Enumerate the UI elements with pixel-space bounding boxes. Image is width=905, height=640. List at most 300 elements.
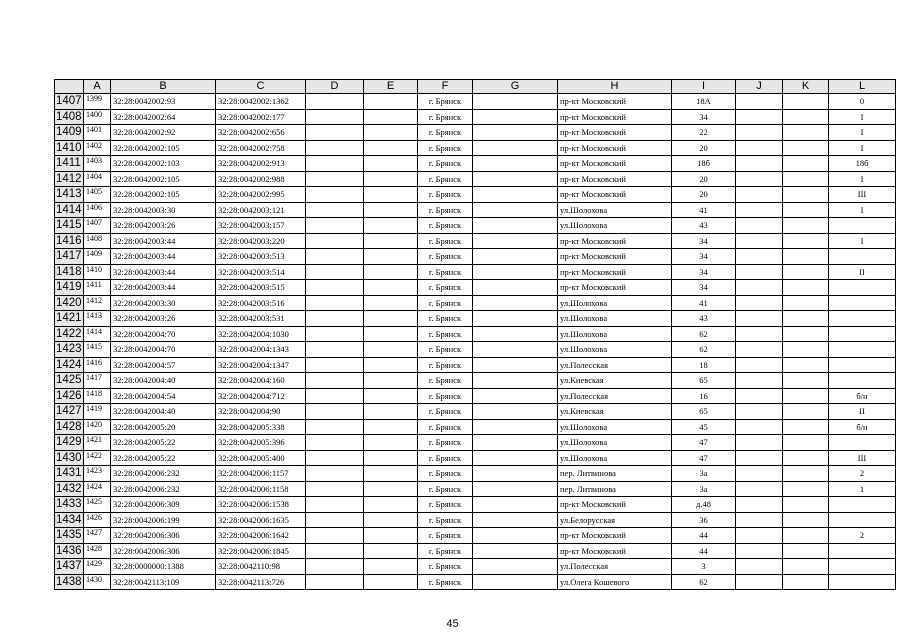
cell-j[interactable] [736, 419, 783, 435]
cell-b[interactable]: 32:28:0042003:30 [111, 202, 216, 218]
cell-d[interactable] [306, 94, 364, 110]
cell-g[interactable] [473, 326, 558, 342]
cell-d[interactable] [306, 497, 364, 513]
cell-i[interactable]: 44 [672, 528, 736, 544]
cell-e[interactable] [364, 109, 418, 125]
cell-l[interactable] [829, 280, 896, 296]
cell-f[interactable]: г. Брянск [418, 249, 473, 265]
row-number[interactable]: 1423 [56, 343, 82, 356]
row-number[interactable]: 1424 [56, 358, 82, 371]
row-number[interactable]: 1410 [56, 141, 82, 154]
cell-d[interactable] [306, 543, 364, 559]
cell-a[interactable]: 1419 [84, 404, 111, 420]
cell-j[interactable] [736, 295, 783, 311]
cell-i[interactable]: 36 [672, 512, 736, 528]
cell-c[interactable]: 32:28:0042002:913 [216, 156, 306, 172]
cell-e[interactable] [364, 481, 418, 497]
cell-g[interactable] [473, 311, 558, 327]
cell-b[interactable]: 32:28:0042005:22 [111, 450, 216, 466]
cell-d[interactable] [306, 249, 364, 265]
cell-g[interactable] [473, 140, 558, 156]
cell-e[interactable] [364, 419, 418, 435]
cell-j[interactable] [736, 466, 783, 482]
cell-f[interactable]: г. Брянск [418, 497, 473, 513]
cell-k[interactable] [783, 140, 829, 156]
cell-j[interactable] [736, 156, 783, 172]
cell-j[interactable] [736, 233, 783, 249]
cell-l[interactable]: II [829, 264, 896, 280]
cell-g[interactable] [473, 528, 558, 544]
cell-c[interactable]: 32:28:0042003:516 [216, 295, 306, 311]
cell-f[interactable]: г. Брянск [418, 233, 473, 249]
cell-f[interactable]: г. Брянск [418, 171, 473, 187]
row-number[interactable]: 1426 [56, 389, 82, 402]
cell-f[interactable]: г. Брянск [418, 342, 473, 358]
cell-k[interactable] [783, 295, 829, 311]
cell-b[interactable]: 32:28:0042005:20 [111, 419, 216, 435]
cell-h[interactable]: пр-кт Московский [558, 140, 672, 156]
cell-j[interactable] [736, 311, 783, 327]
cell-h[interactable]: ул.Шолохова [558, 342, 672, 358]
cell-f[interactable]: г. Брянск [418, 543, 473, 559]
cell-l[interactable]: б/н [829, 419, 896, 435]
cell-b[interactable]: 32:28:0042006:306 [111, 528, 216, 544]
row-number[interactable]: 1415 [56, 219, 82, 232]
cell-b[interactable]: 32:28:0042005:22 [111, 435, 216, 451]
cell-h[interactable]: пр-кт Московский [558, 109, 672, 125]
cell-d[interactable] [306, 140, 364, 156]
cell-b[interactable]: 32:28:0042002:105 [111, 140, 216, 156]
cell-k[interactable] [783, 466, 829, 482]
cell-c[interactable]: 32:28:0042004:1347 [216, 357, 306, 373]
cell-f[interactable]: г. Брянск [418, 295, 473, 311]
cell-d[interactable] [306, 466, 364, 482]
cell-e[interactable] [364, 140, 418, 156]
cell-h[interactable]: пр-кт Московский [558, 528, 672, 544]
cell-l[interactable] [829, 497, 896, 513]
cell-i[interactable]: 18 [672, 357, 736, 373]
cell-b[interactable]: 32:28:0042004:54 [111, 388, 216, 404]
cell-f[interactable]: г. Брянск [418, 481, 473, 497]
cell-d[interactable] [306, 156, 364, 172]
cell-f[interactable]: г. Брянск [418, 156, 473, 172]
cell-e[interactable] [364, 125, 418, 141]
cell-l[interactable]: 2 [829, 528, 896, 544]
cell-l[interactable] [829, 512, 896, 528]
cell-i[interactable]: 65 [672, 404, 736, 420]
cell-e[interactable] [364, 373, 418, 389]
cell-k[interactable] [783, 574, 829, 590]
cell-i[interactable]: 22 [672, 125, 736, 141]
cell-h[interactable]: ул.Шолохова [558, 450, 672, 466]
cell-d[interactable] [306, 574, 364, 590]
cell-h[interactable]: пер. Литвинова [558, 481, 672, 497]
cell-l[interactable]: II [829, 404, 896, 420]
column-header-d[interactable]: D [306, 80, 364, 94]
cell-g[interactable] [473, 388, 558, 404]
cell-g[interactable] [473, 543, 558, 559]
cell-j[interactable] [736, 404, 783, 420]
cell-e[interactable] [364, 543, 418, 559]
row-number[interactable]: 1409 [56, 126, 82, 139]
cell-c[interactable]: 32:28:0042005:396 [216, 435, 306, 451]
cell-a[interactable]: 1413 [84, 311, 111, 327]
row-number[interactable]: 1408 [56, 110, 82, 123]
cell-i[interactable]: 43 [672, 311, 736, 327]
cell-k[interactable] [783, 528, 829, 544]
cell-l[interactable] [829, 311, 896, 327]
cell-k[interactable] [783, 342, 829, 358]
cell-k[interactable] [783, 326, 829, 342]
cell-i[interactable]: 34 [672, 280, 736, 296]
cell-l[interactable]: 18б [829, 156, 896, 172]
cell-j[interactable] [736, 512, 783, 528]
cell-h[interactable]: ул.Киевская [558, 404, 672, 420]
cell-h[interactable]: пр-кт Московский [558, 249, 672, 265]
cell-k[interactable] [783, 559, 829, 575]
cell-a[interactable]: 1405 [84, 187, 111, 203]
cell-h[interactable]: ул.Полесская [558, 559, 672, 575]
cell-j[interactable] [736, 94, 783, 110]
cell-d[interactable] [306, 342, 364, 358]
cell-a[interactable]: 1421 [84, 435, 111, 451]
cell-g[interactable] [473, 450, 558, 466]
cell-e[interactable] [364, 357, 418, 373]
cell-l[interactable]: I [829, 171, 896, 187]
row-number[interactable]: 1433 [56, 498, 82, 511]
cell-h[interactable]: ул.Шолохова [558, 218, 672, 234]
cell-f[interactable]: г. Брянск [418, 264, 473, 280]
cell-h[interactable]: ул.Киевская [558, 373, 672, 389]
cell-a[interactable]: 1422 [84, 450, 111, 466]
cell-j[interactable] [736, 264, 783, 280]
cell-h[interactable]: пр-кт Московский [558, 125, 672, 141]
cell-b[interactable]: 32:28:0000000:1388 [111, 559, 216, 575]
cell-g[interactable] [473, 171, 558, 187]
cell-h[interactable]: пр-кт Московский [558, 233, 672, 249]
cell-g[interactable] [473, 466, 558, 482]
cell-b[interactable]: 32:28:0042006:232 [111, 466, 216, 482]
cell-f[interactable]: г. Брянск [418, 450, 473, 466]
cell-e[interactable] [364, 187, 418, 203]
cell-i[interactable]: 34 [672, 249, 736, 265]
cell-c[interactable]: 32:28:0042003:121 [216, 202, 306, 218]
row-number[interactable]: 1432 [56, 482, 82, 495]
cell-l[interactable] [829, 326, 896, 342]
cell-c[interactable]: 32:28:0042006:1157 [216, 466, 306, 482]
cell-l[interactable]: III [829, 450, 896, 466]
cell-e[interactable] [364, 311, 418, 327]
cell-j[interactable] [736, 388, 783, 404]
cell-k[interactable] [783, 109, 829, 125]
cell-j[interactable] [736, 326, 783, 342]
cell-f[interactable]: г. Брянск [418, 109, 473, 125]
cell-f[interactable]: г. Брянск [418, 419, 473, 435]
cell-j[interactable] [736, 342, 783, 358]
cell-c[interactable]: 32:28:0042006:1642 [216, 528, 306, 544]
cell-k[interactable] [783, 233, 829, 249]
cell-j[interactable] [736, 171, 783, 187]
cell-l[interactable]: I [829, 202, 896, 218]
cell-g[interactable] [473, 419, 558, 435]
cell-k[interactable] [783, 404, 829, 420]
cell-c[interactable]: 32:28:0042003:513 [216, 249, 306, 265]
cell-k[interactable] [783, 512, 829, 528]
cell-j[interactable] [736, 280, 783, 296]
row-number[interactable]: 1418 [56, 265, 82, 278]
cell-d[interactable] [306, 218, 364, 234]
cell-c[interactable]: 32:28:0042003:531 [216, 311, 306, 327]
cell-i[interactable]: 34 [672, 233, 736, 249]
cell-g[interactable] [473, 404, 558, 420]
cell-g[interactable] [473, 342, 558, 358]
row-number[interactable]: 1421 [56, 312, 82, 325]
cell-d[interactable] [306, 419, 364, 435]
cell-l[interactable]: 1 [829, 481, 896, 497]
cell-b[interactable]: 32:28:0042003:30 [111, 295, 216, 311]
cell-a[interactable]: 1403 [84, 156, 111, 172]
cell-i[interactable]: 34 [672, 264, 736, 280]
cell-b[interactable]: 32:28:0042006:306 [111, 543, 216, 559]
cell-d[interactable] [306, 187, 364, 203]
cell-f[interactable]: г. Брянск [418, 202, 473, 218]
cell-g[interactable] [473, 574, 558, 590]
row-number[interactable]: 1420 [56, 296, 82, 309]
cell-h[interactable]: пр-кт Московский [558, 156, 672, 172]
cell-c[interactable]: 32:28:0042004:1343 [216, 342, 306, 358]
cell-g[interactable] [473, 125, 558, 141]
cell-c[interactable]: 32:28:0042005:338 [216, 419, 306, 435]
cell-i[interactable]: 47 [672, 435, 736, 451]
cell-l[interactable] [829, 342, 896, 358]
cell-d[interactable] [306, 109, 364, 125]
cell-j[interactable] [736, 574, 783, 590]
cell-l[interactable]: 0 [829, 94, 896, 110]
cell-f[interactable]: г. Брянск [418, 311, 473, 327]
cell-l[interactable] [829, 559, 896, 575]
cell-d[interactable] [306, 559, 364, 575]
cell-g[interactable] [473, 295, 558, 311]
cell-l[interactable]: 2 [829, 466, 896, 482]
cell-d[interactable] [306, 450, 364, 466]
cell-b[interactable]: 32:28:0042003:44 [111, 233, 216, 249]
cell-b[interactable]: 32:28:0042002:105 [111, 171, 216, 187]
cell-l[interactable]: III [829, 187, 896, 203]
cell-i[interactable]: 16 [672, 388, 736, 404]
column-header-h[interactable]: H [558, 80, 672, 94]
cell-f[interactable]: г. Брянск [418, 326, 473, 342]
cell-d[interactable] [306, 295, 364, 311]
cell-c[interactable]: 32:28:0042003:515 [216, 280, 306, 296]
cell-g[interactable] [473, 218, 558, 234]
cell-a[interactable]: 1399 [84, 94, 111, 110]
row-number[interactable]: 1413 [56, 188, 82, 201]
cell-f[interactable]: г. Брянск [418, 528, 473, 544]
cell-g[interactable] [473, 264, 558, 280]
cell-a[interactable]: 1408 [84, 233, 111, 249]
cell-l[interactable] [829, 574, 896, 590]
cell-i[interactable]: 3 [672, 559, 736, 575]
row-number[interactable]: 1414 [56, 203, 82, 216]
cell-d[interactable] [306, 264, 364, 280]
cell-f[interactable]: г. Брянск [418, 125, 473, 141]
cell-i[interactable]: 62 [672, 574, 736, 590]
cell-a[interactable]: 1414 [84, 326, 111, 342]
cell-e[interactable] [364, 466, 418, 482]
cell-d[interactable] [306, 280, 364, 296]
cell-j[interactable] [736, 125, 783, 141]
cell-e[interactable] [364, 450, 418, 466]
cell-i[interactable]: 18б [672, 156, 736, 172]
cell-a[interactable]: 1406 [84, 202, 111, 218]
cell-c[interactable]: 32:28:0042002:758 [216, 140, 306, 156]
cell-e[interactable] [364, 342, 418, 358]
cell-b[interactable]: 32:28:0042003:44 [111, 249, 216, 265]
cell-h[interactable]: пр-кт Московский [558, 543, 672, 559]
row-number[interactable]: 1438 [56, 575, 82, 588]
cell-f[interactable]: г. Брянск [418, 404, 473, 420]
cell-l[interactable] [829, 543, 896, 559]
cell-g[interactable] [473, 512, 558, 528]
row-number[interactable]: 1411 [55, 156, 84, 172]
cell-a[interactable]: 1409 [84, 249, 111, 265]
cell-k[interactable] [783, 218, 829, 234]
cell-g[interactable] [473, 233, 558, 249]
cell-a[interactable]: 1400 [84, 109, 111, 125]
cell-c[interactable]: 32:28:0042003:157 [216, 218, 306, 234]
cell-f[interactable]: г. Брянск [418, 94, 473, 110]
cell-d[interactable] [306, 171, 364, 187]
cell-i[interactable]: 62 [672, 342, 736, 358]
cell-h[interactable]: ул.Полесская [558, 388, 672, 404]
cell-b[interactable]: 32:28:0042006:309 [111, 497, 216, 513]
cell-e[interactable] [364, 512, 418, 528]
row-number[interactable]: 1437 [56, 560, 82, 573]
cell-k[interactable] [783, 171, 829, 187]
cell-k[interactable] [783, 187, 829, 203]
cell-i[interactable]: 20 [672, 187, 736, 203]
cell-j[interactable] [736, 497, 783, 513]
cell-c[interactable]: 32:28:0042006:1635 [216, 512, 306, 528]
cell-h[interactable]: пр-кт Московский [558, 171, 672, 187]
cell-h[interactable]: пр-кт Московский [558, 264, 672, 280]
cell-k[interactable] [783, 450, 829, 466]
row-number[interactable]: 1435 [56, 529, 82, 542]
cell-c[interactable]: 32:28:0042006:1538 [216, 497, 306, 513]
cell-a[interactable]: 1418 [84, 388, 111, 404]
cell-c[interactable]: 32:28:0042110:98 [216, 559, 306, 575]
cell-b[interactable]: 32:28:0042006:232 [111, 481, 216, 497]
cell-d[interactable] [306, 481, 364, 497]
cell-b[interactable]: 32:28:0042003:44 [111, 264, 216, 280]
cell-k[interactable] [783, 202, 829, 218]
cell-i[interactable]: 45 [672, 419, 736, 435]
cell-a[interactable]: 1423 [84, 466, 111, 482]
cell-d[interactable] [306, 326, 364, 342]
cell-c[interactable]: 32:28:0042002:988 [216, 171, 306, 187]
cell-j[interactable] [736, 373, 783, 389]
row-number[interactable]: 1430 [56, 451, 82, 464]
cell-g[interactable] [473, 373, 558, 389]
cell-a[interactable]: 1426 [84, 512, 111, 528]
cell-b[interactable]: 32:28:0042006:199 [111, 512, 216, 528]
cell-b[interactable]: 32:28:0042002:93 [111, 94, 216, 110]
cell-j[interactable] [736, 543, 783, 559]
cell-l[interactable] [829, 435, 896, 451]
cell-a[interactable]: 1411 [84, 280, 111, 296]
cell-l[interactable] [829, 218, 896, 234]
cell-a[interactable]: 1420 [84, 419, 111, 435]
cell-f[interactable]: г. Брянск [418, 466, 473, 482]
cell-d[interactable] [306, 357, 364, 373]
cell-k[interactable] [783, 373, 829, 389]
cell-g[interactable] [473, 280, 558, 296]
cell-e[interactable] [364, 326, 418, 342]
cell-a[interactable]: 1402 [84, 140, 111, 156]
cell-l[interactable]: I [829, 233, 896, 249]
cell-h[interactable]: ул.Белорусская [558, 512, 672, 528]
cell-d[interactable] [306, 404, 364, 420]
cell-c[interactable]: 32:28:0042006:1158 [216, 481, 306, 497]
cell-b[interactable]: 32:28:0042113:109 [111, 574, 216, 590]
cell-k[interactable] [783, 388, 829, 404]
cell-e[interactable] [364, 233, 418, 249]
cell-c[interactable]: 32:28:0042002:656 [216, 125, 306, 141]
cell-f[interactable]: г. Брянск [418, 187, 473, 203]
cell-e[interactable] [364, 295, 418, 311]
cell-g[interactable] [473, 249, 558, 265]
cell-h[interactable]: ул.Шолохова [558, 202, 672, 218]
cell-k[interactable] [783, 357, 829, 373]
cell-a[interactable]: 1427 [84, 528, 111, 544]
cell-j[interactable] [736, 109, 783, 125]
cell-i[interactable]: 43 [672, 218, 736, 234]
cell-k[interactable] [783, 280, 829, 296]
row-number[interactable]: 1431 [56, 467, 82, 480]
cell-j[interactable] [736, 528, 783, 544]
cell-b[interactable]: 32:28:0042002:64 [111, 109, 216, 125]
cell-l[interactable] [829, 357, 896, 373]
cell-l[interactable]: I [829, 109, 896, 125]
column-header-g[interactable]: G [473, 80, 558, 94]
cell-b[interactable]: 32:28:0042004:40 [111, 404, 216, 420]
cell-a[interactable]: 1417 [84, 373, 111, 389]
cell-j[interactable] [736, 435, 783, 451]
cell-c[interactable]: 32:28:0042004:160 [216, 373, 306, 389]
cell-k[interactable] [783, 249, 829, 265]
row-number[interactable]: 1434 [56, 513, 82, 526]
cell-f[interactable]: г. Брянск [418, 140, 473, 156]
cell-c[interactable]: 32:28:0042004:712 [216, 388, 306, 404]
cell-l[interactable] [829, 295, 896, 311]
cell-h[interactable]: пр-кт Московский [558, 94, 672, 110]
cell-c[interactable]: 32:28:0042004:1030 [216, 326, 306, 342]
column-header-f[interactable]: F [418, 80, 473, 94]
cell-a[interactable]: 1425 [84, 497, 111, 513]
cell-d[interactable] [306, 373, 364, 389]
cell-j[interactable] [736, 249, 783, 265]
cell-b[interactable]: 32:28:0042003:26 [111, 218, 216, 234]
cell-g[interactable] [473, 357, 558, 373]
cell-f[interactable]: г. Брянск [418, 574, 473, 590]
cell-a[interactable]: 1410 [84, 264, 111, 280]
cell-e[interactable] [364, 264, 418, 280]
row-number[interactable]: 1422 [56, 327, 82, 340]
cell-g[interactable] [473, 187, 558, 203]
cell-e[interactable] [364, 574, 418, 590]
cell-k[interactable] [783, 125, 829, 141]
cell-e[interactable] [364, 171, 418, 187]
